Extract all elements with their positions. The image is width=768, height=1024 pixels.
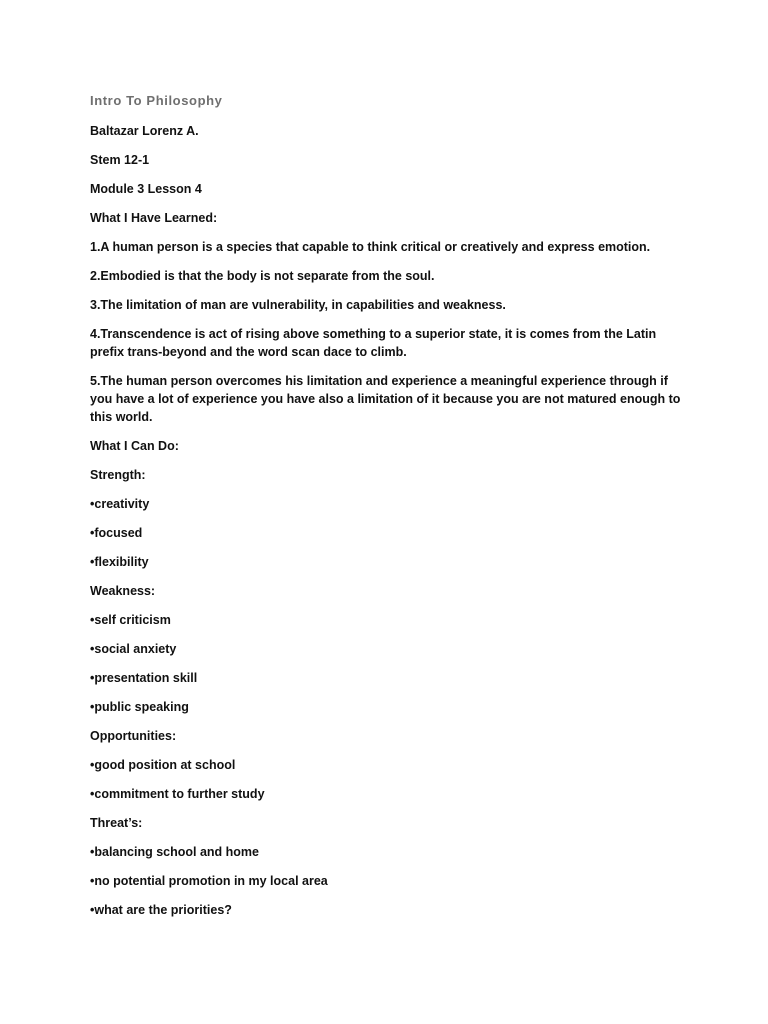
strength-item: •creativity: [90, 497, 150, 511]
learned-item: 2.Embodied is that the body is not separate from the soul.: [90, 269, 435, 283]
threats-heading: Threat’s:: [90, 816, 143, 830]
strength-item: •flexibility: [90, 555, 149, 569]
opportunity-item: •commitment to further study: [90, 787, 265, 801]
learned-item: 4.Transcendence is act of rising above something to a superior state, it is comes from the Latin prefix trans-beyond and the word scan dace to climb.: [90, 327, 657, 359]
weakness-item: •public speaking: [90, 700, 189, 714]
strength-heading: Strength:: [90, 468, 146, 482]
weakness-heading: Weakness:: [90, 584, 156, 598]
author-name: Baltazar Lorenz A.: [90, 124, 199, 138]
can-do-heading: What I Can Do:: [90, 439, 179, 453]
strength-item: •focused: [90, 526, 143, 540]
learned-item: 1.A human person is a species that capable to think critical or creatively and express emotion.: [90, 240, 651, 254]
weakness-item: •self criticism: [90, 613, 171, 627]
learned-heading: What I Have Learned:: [90, 211, 218, 225]
module-label: Module 3 Lesson 4: [90, 182, 202, 196]
threat-item: •what are the priorities?: [90, 903, 232, 917]
threat-item: •balancing school and home: [90, 845, 259, 859]
threat-item: •no potential promotion in my local area: [90, 874, 328, 888]
learned-item: 3.The limitation of man are vulnerability, in capabilities and weakness.: [90, 298, 506, 312]
weakness-item: •social anxiety: [90, 642, 177, 656]
section-label: Stem 12-1: [90, 153, 150, 167]
weakness-item: •presentation skill: [90, 671, 198, 685]
document-title: Intro To Philosophy: [90, 93, 223, 108]
learned-item: 5.The human person overcomes his limitation and experience a meaningful experience through if you have a lot of experience you have also a limitation of it because you are not matured enough to this world.: [90, 374, 681, 424]
opportunity-item: •good position at school: [90, 758, 236, 772]
opportunities-heading: Opportunities:: [90, 729, 177, 743]
document-content: [90, 92, 690, 930]
